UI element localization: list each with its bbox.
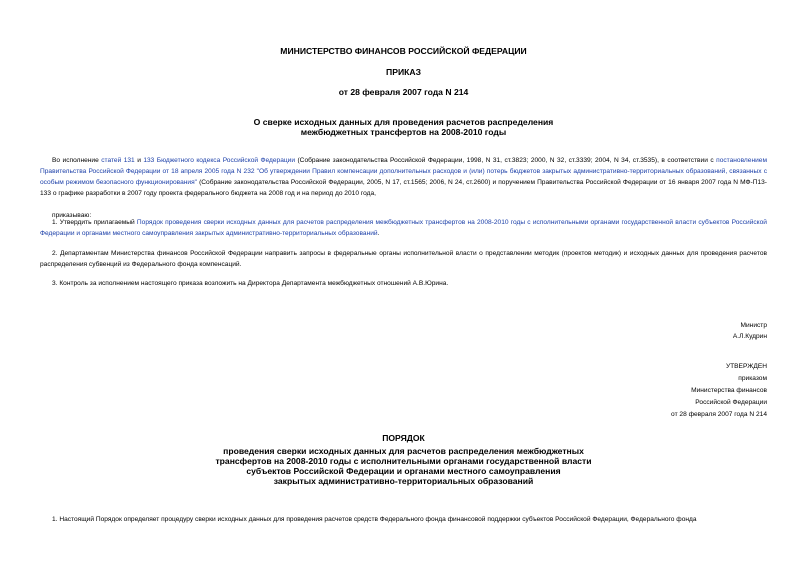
item-1-text: 1. Утвердить прилагаемый xyxy=(52,219,137,226)
doc-date-number: от 28 февраля 2007 года N 214 xyxy=(338,87,469,97)
intro-paragraph xyxy=(40,155,767,199)
intro-text-2: и xyxy=(134,157,144,164)
doc-type: ПРИКАЗ xyxy=(386,67,421,77)
approved-country: Российской Федерации xyxy=(695,399,767,406)
signature-title: Министр xyxy=(740,322,767,329)
signature-block xyxy=(733,320,767,342)
item-1 xyxy=(40,217,767,239)
procedure-subtitle-3: субъектов Российской Федерации и органами местного самоуправления xyxy=(246,466,561,476)
ministry-title: МИНИСТЕРСТВО ФИНАНСОВ РОССИЙСКОЙ ФЕДЕРАЦИИ xyxy=(280,46,527,56)
intro-text-1: Во исполнение xyxy=(52,157,102,164)
item-1-end: . xyxy=(377,230,380,237)
procedure-subtitle-2: трансфертов на 2008-2010 годы с исполнительными органами государственной власти xyxy=(215,456,592,466)
doc-subject-line-2: межбюджетных трансфертов на 2008-2010 годы xyxy=(300,127,507,137)
link-budget-code[interactable]: 133 Бюджетного кодекса Российской Федерации xyxy=(143,157,296,164)
procedure-title: ПОРЯДОК xyxy=(382,433,425,443)
order-word: приказываю: xyxy=(52,212,92,219)
procedure-paragraph-1: 1. Настоящий Порядок определяет процедуру сверки исходных данных для проведения расчетов средств Федерального фонда финансовой поддержки субъектов Российской Федерации, Федерального фонда xyxy=(52,516,697,523)
approved-date: от 28 февраля 2007 года N 214 xyxy=(671,411,767,418)
approved-ministry: Министерства финансов xyxy=(691,387,767,394)
intro-text-3: (Собрание законодательства Российской Федерации, 1998, N 31, ст.3823; 2000, N 32, ст.3339; 2004, N 34, ст.3535), в соответствии с xyxy=(295,157,717,164)
item-3: 3. Контроль за исполнением настоящего приказа возложить на Директора Департамента межбюджетных отношений А.В.Юрина. xyxy=(52,280,449,287)
signature-name: А.Л.Кудрин xyxy=(732,333,767,340)
doc-subject-line-1: О сверке исходных данных для проведения расчетов распределения xyxy=(253,117,554,127)
approval-block xyxy=(671,361,767,421)
approved-label: УТВЕРЖДЕН xyxy=(725,363,767,370)
intro-text-4: (Собрание законодательства Российской Федерации, 2005, N 17, ст.1565; 2006, N 24, ст.2600) и поручением Правительства Российской Федерации от 16 января 2007 года N МФ-П13-133 о графике разработки в 2007 году проекта федерального бюджета на 2008 год и на период до 2010 года, xyxy=(40,179,767,197)
procedure-subtitle-1: проведения сверки исходных данных для расчетов распределения межбюджетных xyxy=(223,446,584,456)
item-2: 2. Департаментам Министерства финансов Российской Федерации направить запросы в федеральные органы исполнительной власти о представлении методик (проектов методик) и исходных данных для проведения расчетов распределения субвенций из Федерального фонда компенсаций. xyxy=(40,250,767,268)
link-procedure[interactable]: Порядок проведения сверки исходных данных для расчетов распределения межбюджетных трансфертов на 2008-2010 годы с исполнительными органами государственной власти субъектов Российской Федерации и органами местного самоуправления закрытых административно-территориальных образований xyxy=(40,219,767,237)
approved-by-order: приказом xyxy=(738,375,767,382)
link-article-131[interactable]: статей 131 xyxy=(101,157,135,164)
link-government-decree[interactable]: постановлением Правительства Российской Федерации от 18 апреля 2005 года N 232 "Об утверждении Правил компенсации дополнительных расходов и (или) потерь бюджетов закрытых административно-территориальных образований, связанных с особым режимом безопасного функционирования" xyxy=(40,157,767,186)
procedure-subtitle-4: закрытых административно-территориальных образований xyxy=(273,476,534,486)
